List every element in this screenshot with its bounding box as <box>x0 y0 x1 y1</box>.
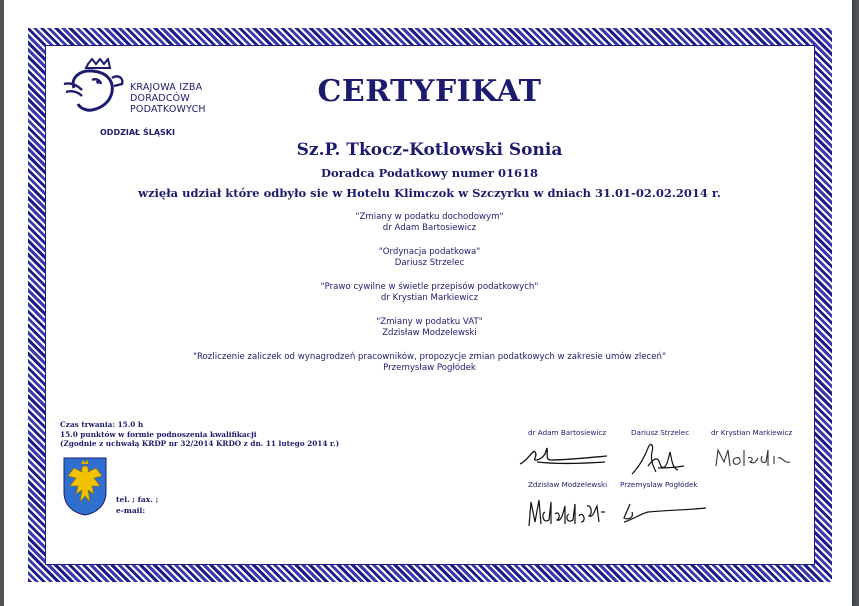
lecturer-name: Zdzisław Modzelewski <box>382 328 477 338</box>
signature-label: dr Krystian Markiewicz <box>711 428 793 437</box>
logo-line: PODATKOWYCH <box>130 104 206 115</box>
lecture-item <box>0 247 859 282</box>
course-points: 15.0 punktów w formie podnoszenia kwalifikacji <box>60 429 257 439</box>
logo-line: DORADCÓW <box>130 93 190 104</box>
course-resolution: (Zgodnie z uchwałą KRDP nr 32/2014 KRDO z dn. 11 lutego 2014 r.) <box>60 439 340 448</box>
lecturer-name: dr Adam Bartosiewicz <box>382 223 477 233</box>
lecture-list <box>0 212 859 387</box>
event-description: wzięła udział które odbyło sie w Hotelu Klimczok w Szczyrku w dniach 31.01-02.02.2014 r. <box>138 186 721 200</box>
signature-mark <box>628 438 688 478</box>
recipient-name: Sz.P. Tkocz-Kotlowski Sonia <box>296 140 563 160</box>
signature-mark <box>712 444 797 470</box>
signature-mark <box>618 500 708 526</box>
signature-mark <box>515 440 610 470</box>
signature-label: Zdzisław Modzelewski <box>528 480 608 489</box>
silesia-coat-of-arms-icon <box>62 456 108 516</box>
logo-branch: ODDZIAŁ ŚLĄSKI <box>100 128 175 137</box>
email-label: e-mail: <box>116 506 146 515</box>
lecture-title: "Zmiany w podatku dochodowym" <box>355 212 504 222</box>
signature-label: Dariusz Strzelec <box>631 428 690 437</box>
contact-info <box>116 494 158 516</box>
course-info <box>60 420 339 449</box>
lecture-item <box>0 317 859 352</box>
lecture-title: "Zmiany w podatku VAT" <box>376 317 483 327</box>
lecturer-name: Dariusz Strzelec <box>394 258 465 268</box>
lecturer-name: Przemysław Pogłódek <box>383 363 476 373</box>
lecture-item <box>0 212 859 247</box>
logo-line: KRAJOWA IZBA <box>130 82 203 93</box>
signature-mark <box>525 492 610 532</box>
lecture-item <box>0 282 859 317</box>
lecturer-name: dr Krystian Markiewicz <box>380 293 479 303</box>
lecture-title: "Rozliczenie zaliczek od wynagrodzeń pracowników, propozycje zmian podatkowych w zakresie umów zleceń" <box>193 352 666 362</box>
signature-label: Przemysław Pogłódek <box>620 480 698 489</box>
signature-label: dr Adam Bartosiewicz <box>528 428 607 437</box>
advisor-number: Doradca Podatkowy numer 01618 <box>321 166 538 180</box>
lecture-title: "Ordynacja podatkowa" <box>378 247 481 257</box>
course-duration: Czas trwania: 15.0 h <box>60 420 144 429</box>
phone-fax: tel. ; fax. ; <box>116 495 159 504</box>
lecture-title: "Prawo cywilne w świetle przepisów podatkowych" <box>320 282 539 292</box>
certificate-title: CERTYFIKAT <box>317 74 542 109</box>
lecture-item <box>0 352 859 387</box>
